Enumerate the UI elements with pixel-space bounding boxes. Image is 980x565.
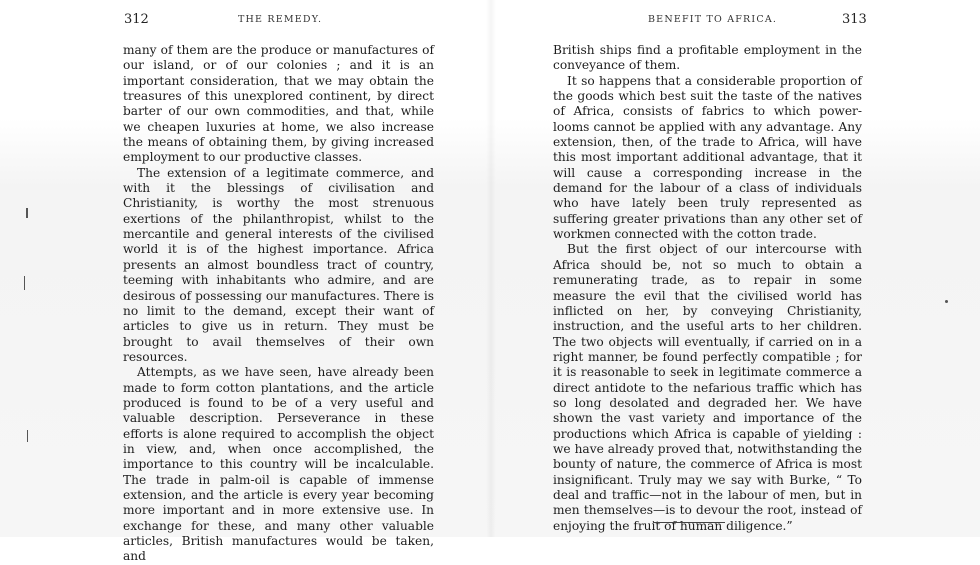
right-page-body [553,43,862,534]
end-rule [653,522,725,523]
margin-speck [26,208,28,218]
left-paragraph-3: Attempts, as we have seen, have already been made to form cotton plantations, and the article produced is found to be of a very useful and valuable description. Perseverance in these efforts is alone required to accomplish the object in view, and, when once accomplished, the importance to this country will be incalculable. The trade in palm-oil is capable of immense extension, and the article is every year becoming more important and in more extensive use. In exchange for these, and many other valuable articles, British manufactures would be taken, and [123,365,434,564]
right-paragraph-2: It so happens that a considerable proportion of the goods which best suit the taste of the natives of Africa, consists of fabrics to which power-looms cannot be applied with any advantage. Any extension, then, of the trade to Africa, will have this most important additional advantage, that it will cause a corresponding increase in the demand for the labour of a class of individuals who have lately been truly represented as suffering greater privations than any other set of workmen connected with the cotton trade. [553,73,862,242]
right-running-head: BENEFIT TO AFRICA. [648,14,778,25]
left-page-body [123,43,434,565]
left-paragraph-2: The extension of a legitimate commerce, and with it the blessings of civilisation and Christianity, is worthy the most strenuous exertions of the philanthropist, whilst to the mercantile and general interests of the civilised world it is of the highest importance. Africa presents an almost boundless tract of country, teeming with inhabitants who admire, and are desirous of possessing our manufactures. There is no limit to the demand, except their want of articles to give us in return. They must be brought to avail themselves of their own resources. [123,165,434,364]
left-paragraph-1: many of them are the produce or manufactures of our island, or of our colonies ; and it is an important consideration, that we may obtain the treasures of this unexplored continent, by direct barter of our own commodities, and that, while we cheapen luxuries at home, we also increase the means of obtaining them, by giving increased employment to our productive classes. [123,43,434,165]
left-page-number: 312 [124,12,149,27]
margin-speck [945,300,948,303]
margin-speck [24,276,25,290]
left-page [0,0,490,564]
right-paragraph-3: But the first object of our intercourse with Africa should be, not so much to obtain a remunerating trade, as to repair in some measure the evil that the civilised world has inflicted on her, by conveying Christianity, instruction, and the useful arts to her children. The two objects will eventually, if carried on in a right manner, be found perfectly compatible ; for it is reasonable to seek in legitimate commerce a direct antidote to the nefarious traffic which has so long desolated and degraded her. We have shown the vast variety and importance of the productions which Africa is capable of yielding : we have already proved that, notwithstanding the bounty of nature, the commerce of Africa is most insignificant. Truly may we say with Burke, “ To deal and traffic—not in the labour of men, but in men themselves—is to devour the root, instead of enjoying the fruit of human diligence.” [553,242,862,533]
right-paragraph-1: British ships find a profitable employment in the conveyance of them. [553,43,862,73]
left-running-head: THE REMEDY. [238,14,323,25]
right-page-number: 313 [842,12,867,27]
right-page [490,0,980,537]
margin-speck [27,430,28,442]
